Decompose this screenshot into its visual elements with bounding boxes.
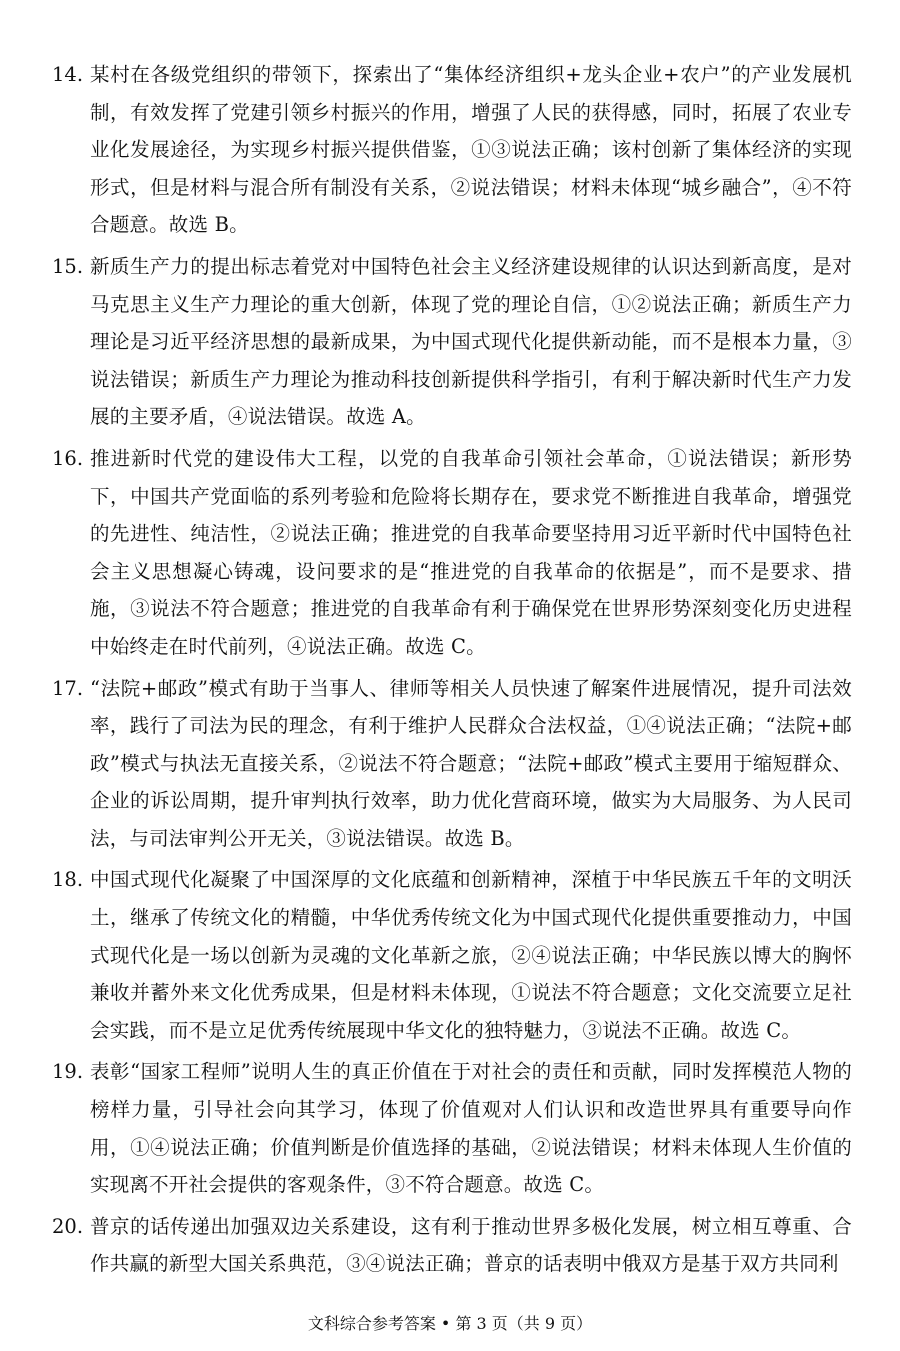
question-number: 15. — [52, 254, 84, 278]
answer-text: 普京的话传递出加强双边关系建设，这有利于推动世界多极化发展，树立相互尊重、合作共赢的新型大国关系典范，③④说法正确；普京的话表明中俄双方是基于双方共同利 — [90, 1214, 852, 1276]
question-number: 18. — [52, 868, 84, 892]
answer-text: 某村在各级党组织的带领下，探索出了“集体经济组织+龙头企业+农户”的产业发展机制，有效发挥了党建引领乡村振兴的作用，增强了人民的获得感，同时，拓展了农业专业化发展途径，为实现乡村振兴提供借鉴，①③说法正确；该村创新了集体经济的实现形式，但是材料与混合所有制没有关系，②说法错误；材料未体现“城乡融合”，④不符合题意。故选 B。 — [90, 63, 852, 237]
answer-text: “法院+邮政”模式有助于当事人、律师等相关人员快速了解案件进展情况，提升司法效率，践行了司法为民的理念，有利于维护人民群众合法权益，①④说法正确；“法院+邮政”模式与执法无直接关系，②说法不符合题意；“法院+邮政”模式主要用于缩短群众、企业的诉讼周期，提升审判执行效率，助力优化营商环境，做实为大局服务、为人民司法，与司法审判公开无关，③说法错误。故选 B。 — [90, 676, 852, 850]
answer-item-14 — [52, 56, 852, 244]
answer-text: 中国式现代化凝聚了中国深厚的文化底蕴和创新精神，深植于中华民族五千年的文明沃土，继承了传统文化的精髓，中华优秀传统文化为中国式现代化提供重要推动力，中国式现代化是一场以创新为灵魂的文化革新之旅，②④说法正确；中华民族以博大的胸怀兼收并蓄外来文化优秀成果，但是材料未体现，①说法不符合题意；文化交流要立足社会实践，而不是立足优秀传统展现中华文化的独特魅力，③说法不正确。故选 C。 — [90, 868, 852, 1042]
question-number: 19. — [52, 1060, 84, 1084]
question-number: 16. — [52, 446, 84, 470]
answer-list — [52, 56, 852, 1287]
answer-text: 表彰“国家工程师”说明人生的真正价值在于对社会的责任和贡献，同时发挥模范人物的榜样力量，引导社会向其学习，体现了价值观对人们认识和改造世界具有重要导向作用，①④说法正确；价值判断是价值选择的基础，②说法错误；材料未体现人生价值的实现离不开社会提供的客观条件，③不符合题意。故选 C。 — [90, 1060, 852, 1197]
answer-item-20 — [52, 1208, 852, 1283]
answer-item-15 — [52, 248, 852, 436]
question-number: 14. — [52, 63, 84, 86]
answer-item-17 — [52, 670, 852, 858]
answer-item-19 — [52, 1053, 852, 1203]
answer-item-18 — [52, 861, 852, 1049]
answer-item-16 — [52, 440, 852, 666]
answer-text: 新质生产力的提出标志着党对中国特色社会主义经济建设规律的认识达到新高度，是对马克思主义生产力理论的重大创新，体现了党的理论自信，①②说法正确；新质生产力理论是习近平经济思想的最新成果，为中国式现代化提供新动能，而不是根本力量，③说法错误；新质生产力理论为推动科技创新提供科学指引，有利于解决新时代生产力发展的主要矛盾，④说法错误。故选 A。 — [90, 254, 852, 429]
question-number: 17. — [52, 676, 84, 700]
answer-text: 推进新时代党的建设伟大工程，以党的自我革命引领社会革命，①说法错误；新形势下，中国共产党面临的系列考验和危险将长期存在，要求党不断推进自我革命，增强党的先进性、纯洁性，②说法正确；推进党的自我革命要坚持用习近平新时代中国特色社会主义思想凝心铸魂，设问要求的是“推进党的自我革命的依据是”，而不是要求、措施，③说法不符合题意；推进党的自我革命有利于确保党在世界形势深刻变化历史进程中始终走在时代前列，④说法正确。故选 C。 — [90, 446, 852, 658]
question-number: 20. — [52, 1214, 84, 1238]
page-footer: 文科综合参考答案 • 第 3 页（共 9 页） — [307, 1314, 593, 1333]
